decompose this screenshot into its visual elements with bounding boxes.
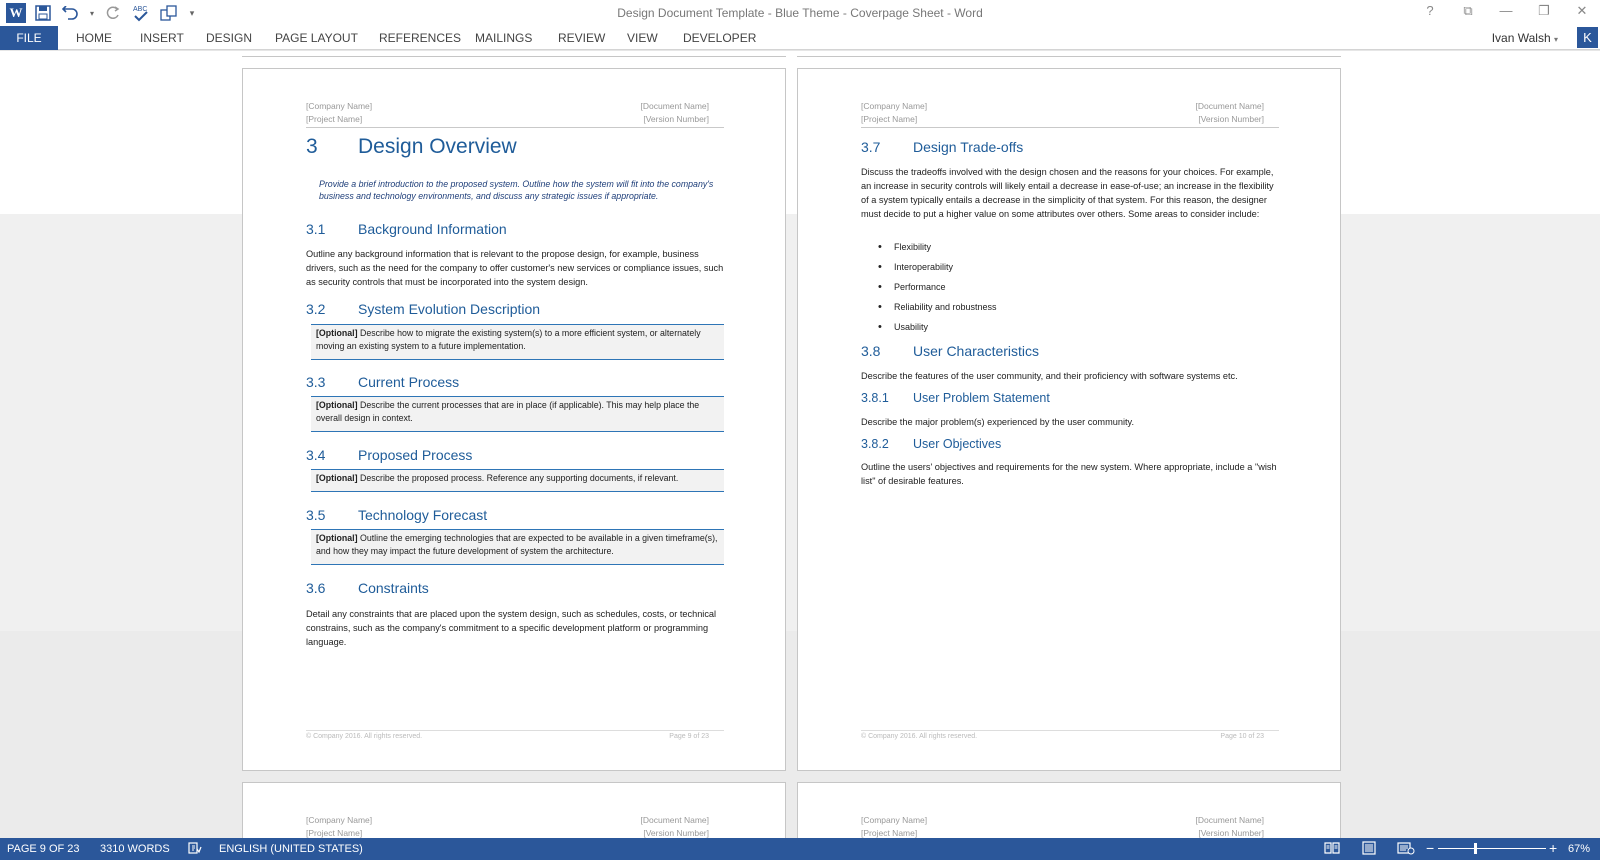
optional-box-3-5 <box>311 529 724 565</box>
footer-copyright: © Company 2016. All rights reserved. <box>861 733 978 740</box>
optional-tag: [Optional] <box>316 473 358 483</box>
header-rule <box>861 127 1279 128</box>
heading-text: Design Trade-offs <box>913 139 1024 155</box>
problem-statement-paragraph: Describe the major problem(s) experienced by the user community. <box>861 417 1135 427</box>
heading-text: Design Overview <box>358 135 517 158</box>
optional-text: Describe the proposed process. Reference any supporting documents, if relevant. <box>357 473 679 483</box>
web-layout-icon[interactable] <box>1397 841 1415 858</box>
header-rule <box>306 127 724 128</box>
heading-3-8-2 <box>861 437 1001 451</box>
header-right <box>1196 814 1265 838</box>
prev-page-edge-left <box>242 56 786 57</box>
optional-box-3-3 <box>311 396 724 432</box>
optional-tag: [Optional] <box>316 328 358 338</box>
heading-number: 3 <box>306 135 318 158</box>
header-project: [Project Name] <box>861 828 918 838</box>
minimize-icon[interactable]: — <box>1499 3 1513 18</box>
header-right <box>1196 100 1265 126</box>
page-9[interactable] <box>242 68 786 771</box>
heading-3-1 <box>306 221 507 237</box>
close-icon[interactable]: ✕ <box>1576 3 1588 18</box>
page-switch-icon[interactable] <box>158 2 180 24</box>
user-name[interactable] <box>1492 31 1558 45</box>
user-characteristics-paragraph: Describe the features of the user community, and their proficiency with software systems etc. <box>861 371 1238 381</box>
list-item: • Performance <box>878 280 997 300</box>
heading-number: 3.5 <box>306 507 326 523</box>
header-right <box>641 814 710 838</box>
list-item: • Interoperability <box>878 260 997 280</box>
tradeoffs-paragraph: Discuss the tradeoffs involved with the design chosen and the reasons for your choices. For example, an increase in security controls will likely entail a decrease in ease-of-use; an increase in the flexibility of a system typically entails a decrease in the simplicity of that system. For this reason, the designer must decide to put a higher value on some attributes over others. Some areas to consider include: <box>861 167 1274 219</box>
heading-number: 3.8.2 <box>861 437 889 451</box>
tab-view[interactable]: VIEW <box>627 31 658 45</box>
heading-3-8 <box>861 343 1039 359</box>
heading-number: 3.4 <box>306 447 326 463</box>
tab-mailings[interactable]: MAILINGS <box>475 31 533 45</box>
heading-3-7 <box>861 139 1023 155</box>
page-count[interactable]: PAGE 9 OF 23 <box>7 843 80 855</box>
ribbon-display-icon[interactable]: ⧉ <box>1463 3 1473 18</box>
header-company: [Company Name] <box>306 815 373 825</box>
optional-box-3-4 <box>311 469 724 492</box>
restore-icon[interactable]: ❐ <box>1538 3 1550 18</box>
optional-text: Describe the current processes that are in place (if applicable). This may help place the overall design in context. <box>316 400 700 423</box>
footer-copyright: © Company 2016. All rights reserved. <box>306 733 423 740</box>
heading-text: User Characteristics <box>913 343 1040 359</box>
heading-text: Current Process <box>358 374 460 390</box>
header-right <box>641 100 710 126</box>
header-document: [Document Name] <box>1195 101 1264 111</box>
document-title: Design Document Template - Blue Theme - Coverpage Sheet - Word <box>617 6 983 20</box>
heading-3-2 <box>306 301 540 317</box>
help-icon[interactable]: ? <box>1426 3 1434 18</box>
tab-design[interactable]: DESIGN <box>206 31 253 45</box>
heading-number: 3.3 <box>306 374 326 390</box>
heading-number: 3.8.1 <box>861 391 889 405</box>
heading-3-4 <box>306 447 472 463</box>
word-logo-icon[interactable]: W <box>6 3 26 23</box>
header-left <box>306 100 372 126</box>
status-bar <box>0 838 1600 860</box>
spelling-check-icon[interactable] <box>130 2 152 24</box>
heading-3-3 <box>306 374 459 390</box>
undo-icon[interactable] <box>60 2 82 24</box>
prev-page-edge-right <box>797 56 1341 57</box>
header-left <box>861 814 927 838</box>
heading-text: User Problem Statement <box>913 391 1050 405</box>
tab-review[interactable]: REVIEW <box>558 31 606 45</box>
header-document: [Document Name] <box>1195 815 1264 825</box>
header-version: [Version Number] <box>643 114 709 124</box>
header-company: [Company Name] <box>861 101 928 111</box>
print-layout-icon[interactable] <box>1361 841 1377 858</box>
intro-text: Provide a brief introduction to the proposed system. Outline how the system will fit into the company's business and technology environments, and discuss any strategic issues if appropriate. <box>319 179 714 201</box>
heading-text: User Objectives <box>913 437 1002 451</box>
title-bar <box>0 0 1600 26</box>
heading-number: 3.1 <box>306 221 326 237</box>
list-item: • Reliability and robustness <box>878 300 997 320</box>
footer-page-number: Page 10 of 23 <box>1220 733 1264 740</box>
tradeoffs-list <box>878 240 997 340</box>
proofing-book-icon[interactable] <box>188 841 202 858</box>
optional-box-3-2 <box>311 324 724 360</box>
objectives-paragraph: Outline the users' objectives and requirements for the new system. Where appropriate, include a "wish list" of desirable features. <box>861 462 1277 486</box>
optional-text: Describe how to migrate the existing system(s) to a more efficient system, or alternately moving an existing system to a future implementation. <box>316 328 701 351</box>
zoom-out-button[interactable]: − <box>1426 840 1435 856</box>
heading-number: 3.7 <box>861 139 881 155</box>
header-version: [Version Number] <box>1198 114 1264 124</box>
list-item: • Flexibility <box>878 240 997 260</box>
save-icon[interactable] <box>32 2 54 24</box>
optional-tag: [Optional] <box>316 400 358 410</box>
svg-text:ABC: ABC <box>133 6 148 13</box>
heading-text: Constraints <box>358 580 429 596</box>
footer-page-number: Page 9 of 23 <box>669 733 709 740</box>
page-11[interactable] <box>242 782 786 838</box>
optional-text: Outline the emerging technologies that are expected to be available in a given timeframe(s), and how they may impact the future development of system the architecture. <box>316 533 718 556</box>
avatar[interactable]: K <box>1577 27 1598 48</box>
zoom-level[interactable]: 67% <box>1568 843 1591 855</box>
tab-insert[interactable]: INSERT <box>140 31 184 45</box>
word-count[interactable]: 3310 WORDS <box>100 843 170 855</box>
heading-text: Technology Forecast <box>358 507 488 523</box>
read-mode-icon[interactable] <box>1324 841 1340 858</box>
heading-text: Proposed Process <box>358 447 473 463</box>
tab-developer[interactable]: DEVELOPER <box>683 31 757 45</box>
tab-references[interactable]: REFERENCES <box>379 31 462 45</box>
page-10[interactable] <box>797 68 1341 771</box>
heading-text: System Evolution Description <box>358 301 541 317</box>
heading-text: Background Information <box>358 221 507 237</box>
header-document: [Document Name] <box>640 101 709 111</box>
optional-tag: [Optional] <box>316 533 358 543</box>
header-left <box>861 100 927 126</box>
window-controls <box>1420 3 1592 19</box>
language[interactable]: ENGLISH (UNITED STATES) <box>219 843 363 855</box>
footer-rule <box>306 730 724 731</box>
chevron-down-icon: ▾ <box>1553 35 1558 44</box>
tab-page-layout[interactable]: PAGE LAYOUT <box>275 31 358 45</box>
heading-3-8-1 <box>861 391 1050 405</box>
constraints-paragraph: Detail any constraints that are placed upon the system design, such as schedules, costs, or technical constrains, such as the company's commitment to a specific development platform or programming language. <box>306 609 717 647</box>
header-left <box>306 814 372 838</box>
document-area[interactable] <box>0 51 1600 838</box>
list-item: • Usability <box>878 320 997 340</box>
redo-icon[interactable] <box>102 2 124 24</box>
heading-3-5 <box>306 507 487 523</box>
zoom-slider[interactable] <box>1438 848 1546 849</box>
footer-rule <box>861 730 1279 731</box>
ribbon-tabs <box>0 26 1600 50</box>
tab-file[interactable]: FILE <box>0 26 58 50</box>
header-version: [Version Number] <box>1198 828 1264 838</box>
header-company: [Company Name] <box>861 815 928 825</box>
zoom-in-button[interactable]: + <box>1549 840 1558 856</box>
heading-3-6 <box>306 580 429 596</box>
user-name-label: Ivan Walsh <box>1491 31 1551 45</box>
heading-number: 3.8 <box>861 343 881 359</box>
page-12[interactable] <box>797 782 1341 838</box>
tab-home[interactable]: HOME <box>76 31 112 45</box>
header-project: [Project Name] <box>306 828 363 838</box>
background-paragraph: Outline any background information that is relevant to the propose design, for example, business drivers, such as the need for the company to offer customer's new services or compliance issues, such as security controls that must be incorporated into the system design. <box>306 249 724 287</box>
header-project: [Project Name] <box>306 114 363 124</box>
header-company: [Company Name] <box>306 101 373 111</box>
heading-number: 3.2 <box>306 301 326 317</box>
header-version: [Version Number] <box>643 828 709 838</box>
quick-access-toolbar <box>6 2 198 24</box>
heading-3 <box>306 135 517 159</box>
zoom-slider-thumb[interactable] <box>1474 843 1477 854</box>
undo-dropdown-icon[interactable]: ▾ <box>89 8 94 18</box>
header-document: [Document Name] <box>640 815 709 825</box>
heading-number: 3.6 <box>306 580 326 596</box>
header-project: [Project Name] <box>861 114 918 124</box>
customize-qat-icon[interactable]: ▾ <box>189 7 195 18</box>
